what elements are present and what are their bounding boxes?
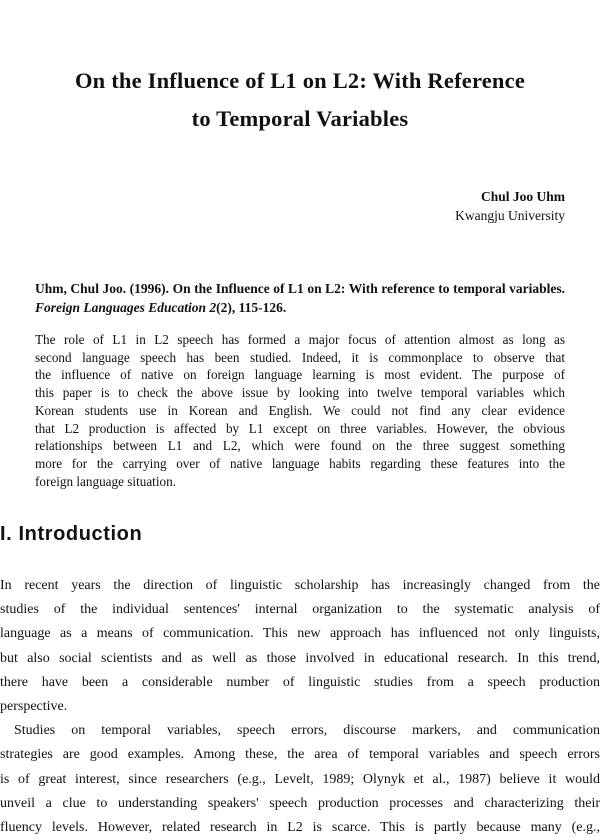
abstract-line: Korean students use in Korean and English. We could not find any clear evidence [35, 402, 565, 418]
citation-rest: (2), 115-126. [216, 300, 287, 315]
paragraph-line: In recent years the direction of linguistic scholarship has increasingly changed from the [0, 578, 600, 593]
abstract [35, 331, 565, 490]
abstract-line: more for the carrying over of native language habits regarding these features into the [35, 455, 565, 471]
title-line-1: On the Influence of L1 on L2: With Reference [74, 68, 526, 93]
abstract-line: the influence of native on foreign language learning is most evident. The purpose of [35, 367, 565, 383]
paragraph-line: unveil a clue to understanding speakers' speech production processes and characterizing their [0, 795, 600, 811]
author-block [455, 187, 565, 225]
abstract-line: that L2 production is affected by L1 except on three variables. However, the obvious [35, 420, 565, 436]
paragraph-line: there have been a considerable number of linguistic studies from a speech production [0, 674, 600, 690]
abstract-line: second language speech has been studied. Indeed, it is commonplace to observe that [35, 349, 565, 365]
paragraph-line: but also social scientists and as well as those involved in educational research. In this trend, [0, 650, 600, 666]
paragraph-line: studies of the individual sentences' internal organization to the systematic analysis of [0, 602, 600, 618]
author-name: Chul Joo Uhm [480, 189, 565, 204]
paragraph-line: language as a means of communication. This new approach has influenced not only linguists, [0, 626, 600, 642]
abstract-line: The role of L1 in L2 speech has formed a major focus of attention almost as long as [35, 332, 565, 347]
author-affiliation: Kwangju University [455, 208, 565, 223]
title-line-2: to Temporal Variables [191, 106, 409, 131]
citation-ref: Uhm, Chul Joo. (1996). On the Influence of L1 on L2: With reference to temporal variables. [35, 281, 565, 296]
paragraph-line: strategies are good examples. Among these, the area of temporal variables and speech errors [0, 747, 600, 763]
abstract-line: foreign language situation. [35, 473, 176, 489]
paper-title [0, 62, 600, 138]
paragraph-line: Studies on temporal variables, speech errors, discourse markers, and communication [14, 723, 600, 739]
paragraph-line: is of great interest, since researchers (e.g., Levelt, 1989; Olynyk et al., 1987) believe it would [0, 771, 600, 787]
paragraph-line: perspective. [0, 699, 68, 715]
citation-journal: Foreign Languages Education 2 [35, 300, 217, 315]
abstract-line: this paper is to check the above issue by looking into twelve temporal variables which [35, 385, 565, 401]
paragraph-line: fluency levels. However, related research in L2 is scarce. This is partly because many (e.g., [0, 820, 600, 836]
citation [35, 279, 565, 317]
introduction-text [0, 574, 600, 840]
abstract-line: relationships between L1 and L2, which were found on the three suggest something [35, 438, 565, 454]
section-heading: I. Introduction [0, 523, 143, 545]
